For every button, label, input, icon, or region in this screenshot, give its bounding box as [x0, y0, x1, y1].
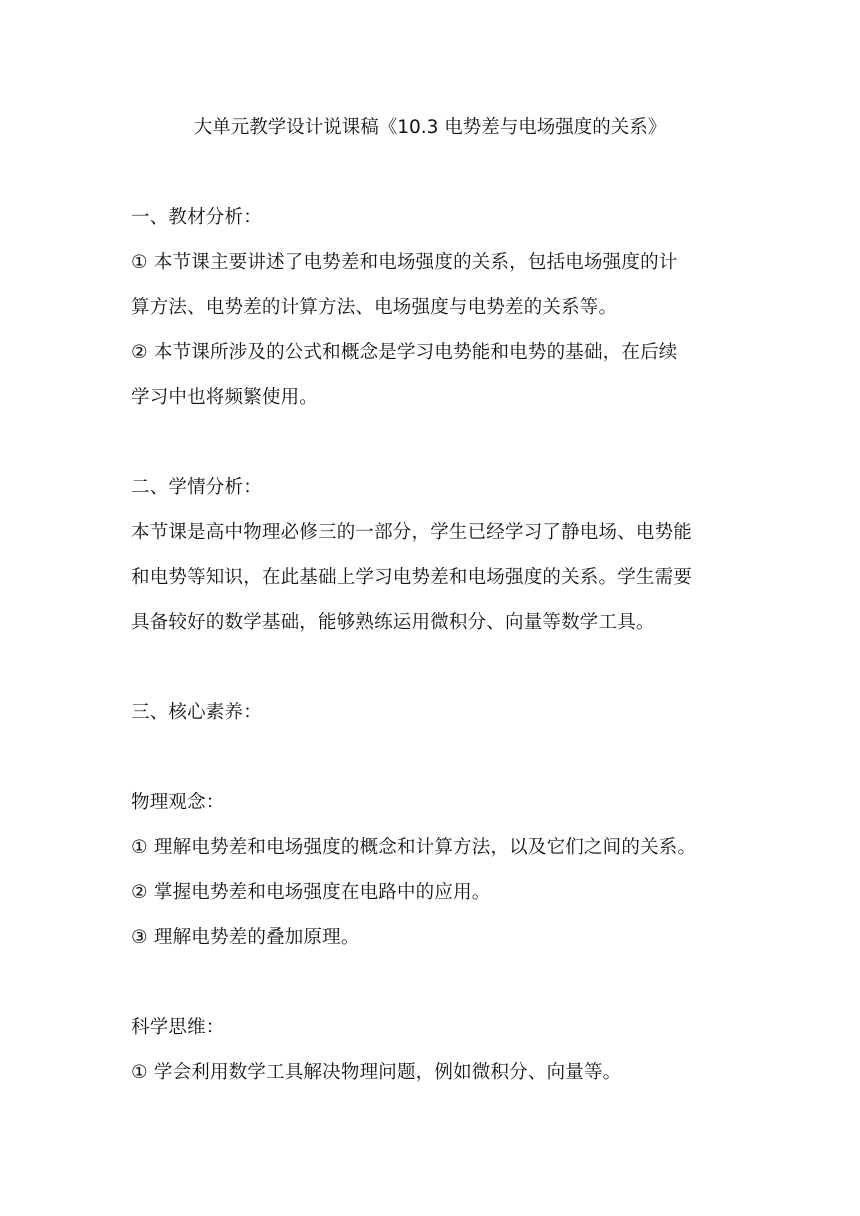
paragraph-line: 本节课是高中物理必修三的一部分，学生已经学习了静电场、电势能 — [131, 522, 693, 543]
paragraph-line: ② 掌握电势差和电场强度在电路中的应用。 — [131, 882, 491, 903]
subheading-physics-concepts: 物理观念： — [131, 792, 225, 813]
paragraph-line: ③ 理解电势差的叠加原理。 — [131, 927, 360, 948]
paragraph-line: 和电势等知识，在此基础上学习电势差和电场强度的关系。学生需要 — [131, 567, 693, 588]
paragraph-line: ① 学会利用数学工具解决物理问题，例如微积分、向量等。 — [131, 1062, 622, 1083]
section-heading-textbook-analysis: 一、教材分析： — [131, 207, 262, 228]
paragraph-line: 算方法、电势差的计算方法、电场强度与电势差的关系等。 — [131, 297, 618, 318]
paragraph-line: ① 本节课主要讲述了电势差和电场强度的关系，包括电场强度的计 — [131, 252, 678, 273]
subheading-scientific-thinking: 科学思维： — [131, 1017, 225, 1038]
document-title: 大单元教学设计说课稿《10.3 电势差与电场强度的关系》 — [193, 117, 667, 138]
paragraph-line: ② 本节课所涉及的公式和概念是学习电势能和电势的基础，在后续 — [131, 342, 678, 363]
paragraph-line: 学习中也将频繁使用。 — [131, 387, 319, 408]
paragraph-line: 具备较好的数学基础，能够熟练运用微积分、向量等数学工具。 — [131, 612, 655, 633]
paragraph-line: ① 理解电势差和电场强度的概念和计算方法，以及它们之间的关系。 — [131, 837, 697, 858]
section-heading-core-literacy: 三、核心素养： — [131, 702, 262, 723]
section-heading-student-analysis: 二、学情分析： — [131, 477, 262, 498]
